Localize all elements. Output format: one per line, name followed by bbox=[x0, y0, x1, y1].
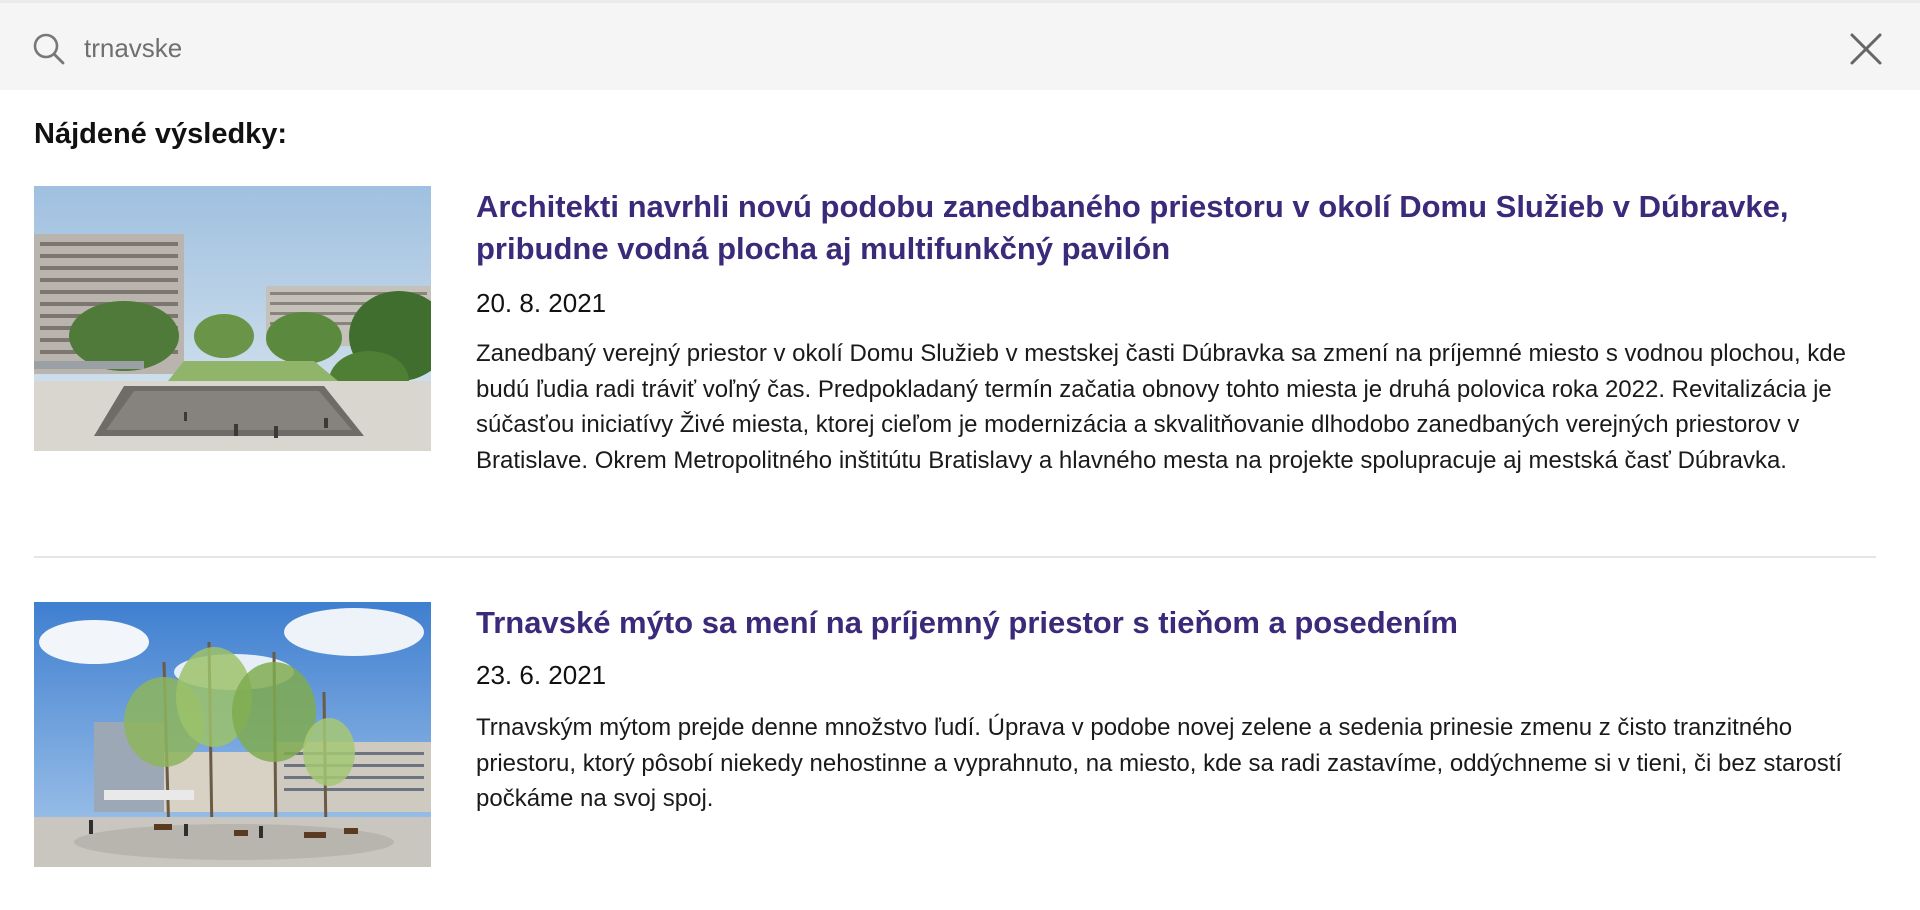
search-bar bbox=[0, 0, 1920, 90]
result-excerpt: Zanedbaný verejný priestor v okolí Domu Služieb v mestskej časti Dúbravka sa zmení na príjemné miesto s vodnou plochou, kde budú ľudia radi tráviť voľný čas. Predpokladaný termín začatia obnovy tohto miesta je druhá polovica roka 2022. Revitalizácia je súčasťou iniciatívy Živé miesta, ktorej cieľom je modernizácia a skvalitňovanie dlhodobo zanedbaných verejných priestorov v Bratislave. Okrem Metropolitného inštitútu Bratislavy a hlavného mesta na projekte spolupracuje aj mestská časť Dúbravka. bbox=[476, 340, 1846, 474]
square-with-trees-and-benches-photo bbox=[34, 602, 431, 867]
search-icon bbox=[32, 32, 66, 66]
plaza-with-water-feature-photo bbox=[34, 186, 431, 451]
results-heading: Nájdené výsledky: bbox=[34, 118, 288, 150]
search-input[interactable] bbox=[84, 25, 1784, 71]
search-result bbox=[34, 186, 1876, 556]
result-date: 23. 6. 2021 bbox=[476, 660, 607, 690]
result-thumbnail[interactable] bbox=[34, 186, 431, 451]
search-result bbox=[34, 602, 1876, 882]
close-icon[interactable] bbox=[1848, 31, 1884, 67]
result-date: 20. 8. 2021 bbox=[476, 288, 607, 318]
result-title[interactable]: Architekti navrhli novú podobu zanedbaného priestoru v okolí Domu Služieb v Dúbravke, pribudne vodná plocha aj multifunkčný pavilón bbox=[476, 189, 1789, 266]
result-body bbox=[476, 186, 1876, 478]
result-excerpt: Trnavským mýtom prejde denne množstvo ľudí. Úprava v podobe novej zelene a sedenia prinesie zmenu z čisto tranzitného priestoru, ktorý pôsobí niekedy nehostinne a vyprahnuto, na miesto, kde sa radi zastavíme, oddýchneme si v tieni, či bez starostí počkáme na svoj spoj. bbox=[476, 714, 1843, 812]
result-thumbnail[interactable] bbox=[34, 602, 431, 867]
result-title[interactable]: Trnavské mýto sa mení na príjemný priestor s tieňom a posedením bbox=[476, 605, 1458, 640]
result-body bbox=[476, 602, 1876, 817]
results-divider bbox=[34, 556, 1876, 558]
